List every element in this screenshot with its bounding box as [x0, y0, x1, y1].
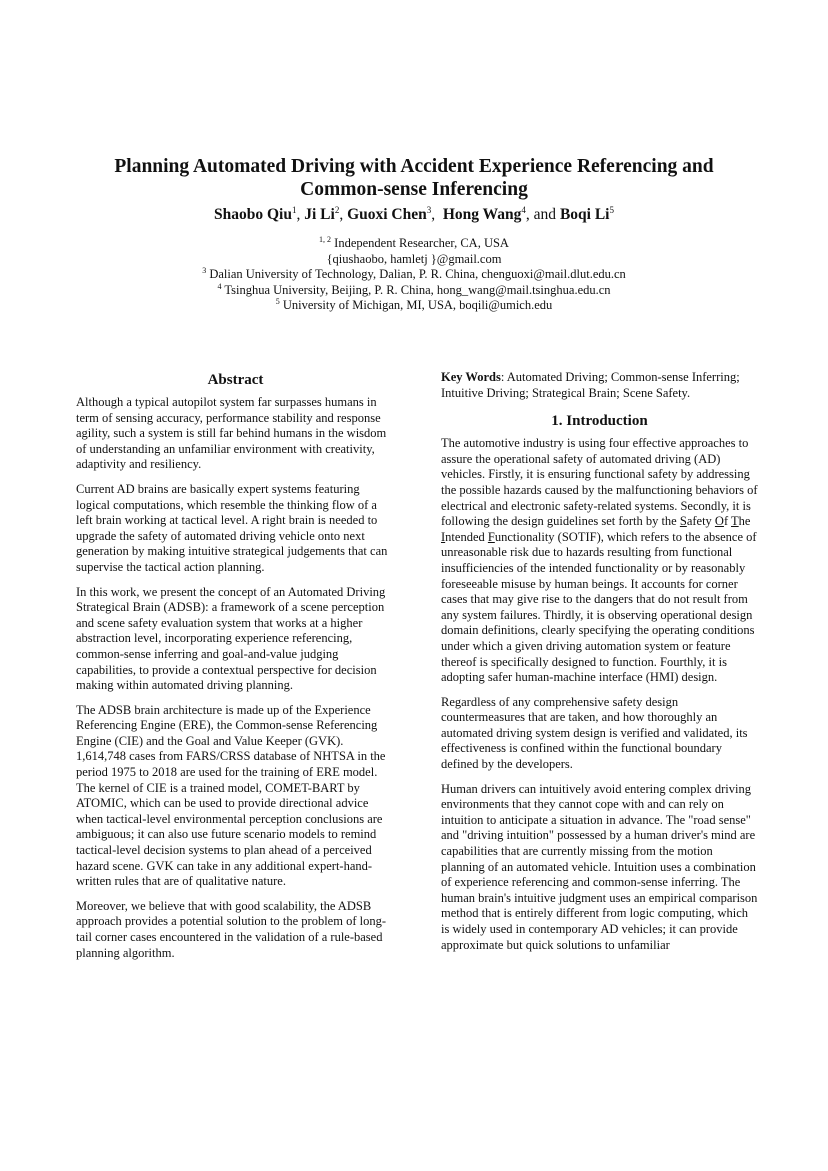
keywords-text: : Automated Driving; Common-sense Inferring; Intuitive Driving; Strategical Brain; Scene Safety. — [441, 370, 740, 400]
author — [304, 206, 339, 223]
author-separator: , — [431, 206, 443, 223]
intro-text: f — [723, 514, 732, 529]
author-separator: , and — [525, 206, 560, 223]
acronym-letter: S — [679, 514, 687, 529]
right-column — [441, 370, 758, 962]
author-affiliation-mark: 5 — [609, 204, 614, 215]
author — [347, 206, 431, 223]
affiliation-text: University of Michigan, MI, USA, boqili@umich.edu — [279, 298, 553, 313]
author-name: Hong Wang — [442, 206, 522, 223]
introduction-paragraph: Regardless of any comprehensive safety design countermeasures that are taken, and how thoroughly an automated driving system design is verified and validated, its effectiveness is confined within the functional boundary defined by the developers. — [441, 694, 748, 772]
intro-text: afety — [686, 514, 715, 529]
author — [214, 206, 296, 223]
affiliation-text: Tsinghua University, Beijing, P. R. China, hong_wang@mail.tsinghua.edu.cn — [221, 282, 611, 297]
introduction-heading: 1. Introduction — [551, 413, 648, 430]
affiliation-mark: 1, 2 — [319, 234, 332, 244]
author-name: Boqi Li — [559, 206, 610, 223]
author-list — [60, 205, 768, 225]
author-separator: , — [339, 206, 348, 223]
intro-text: unctionality — [494, 529, 555, 544]
left-column — [76, 370, 395, 970]
affiliation-line — [60, 236, 768, 252]
affiliation-mark: 5 — [275, 297, 280, 307]
introduction-paragraph — [441, 436, 758, 686]
abstract-paragraph: In this work, we present the concept of an Automated Driving Strategical Brain (ADSB): a framework of a scene perception and scene safety evaluation system that works at a higher abstraction level, incorporating experience referencing, common-sense inferring and goal-and-value judging capabilities, to provide a contextual perspective for decision making within automated driving planning. — [76, 584, 386, 693]
intro-text: (SOTIF), which refers to the absence of unreasonable risk due to hazards resulting from functional insufficiencies of the intended functionality or by reasonably foreseeable misuse by human beings. It accounts for corner cases that may give rise to the dangers that do not result from any system failures. Thirdly, it is observing operational design domain definitions, clearly specifying the operating conditions under which a given driving automation system or feature thereof is specifically designed to function. Fourthly, it is adopting safer human-machine interface (HMI) design. — [441, 529, 757, 685]
affiliation-text: {qiushaobo, hamletj }@gmail.com — [326, 251, 502, 266]
introduction-paragraph: Human drivers can intuitively avoid entering complex driving environments that they cannot cope with and can rely on intuition to anticipate a situation in advance. The "road sense" and "driving intuition" possessed by a human driver's mind are capabilities that are currently missing from the motion planning of an automated vehicle. Intuition uses a combination of experience referencing and common-sense inferring. The human brain's intuitive judgment uses an empirical comparison method that is entirely different from logic computing, which is widely used in contemporary AD vehicles; it can provide approximate but quick solutions to unfamiliar — [441, 781, 758, 952]
abstract-paragraph: Current AD brains are basically expert systems featuring logical computations, which resemble the thinking flow of a left brain working at tactical level. A right brain is needed to upgrade the safety of automated driving vehicle onto next generation by making intuitive strategical judgements that can supervise the tactical action planning. — [76, 481, 388, 574]
keywords-label: Key Words — [441, 370, 501, 384]
author-affiliation-mark: 1 — [291, 204, 297, 215]
author-separator: , — [296, 206, 305, 223]
abstract-paragraph: The ADSB brain architecture is made up of the Experience Referencing Engine (ERE), the Common-sense Referencing Engine (CIE) and the Goal and Value Keeper (GVK). 1,614,748 cases from FARS/CRSS database of NHTSA in the period 1975 to 2018 are used for the training of ERE model. The kernel of CIE is a trained model, COMET-BART by ATOMIC, which can be used to provide directional advice when tactical-level environmental perception conclusions are ambiguous; it can also use future scenario models to remind tactical-level decision systems to plan ahead of a perceived hazard scene. GVK can take in any additional expert-hand-written rules that are of qualitative nature. — [76, 702, 386, 889]
author-affiliation-mark: 3 — [426, 204, 432, 215]
paper-title-line-1: Planning Automated Driving with Accident Experience Referencing and — [114, 156, 714, 177]
affiliation-text: Independent Researcher, CA, USA — [331, 236, 509, 250]
intro-text: ntended — [445, 529, 488, 544]
abstract-paragraph: Moreover, we believe that with good scalability, the ADSB approach provides a potential solution to the problem of long-tail corner cases encountered in the validation of a rule-based planning algorithm. — [76, 898, 386, 960]
author — [560, 206, 614, 223]
abstract-heading: Abstract — [207, 372, 264, 388]
affiliation-line — [60, 267, 768, 283]
affiliation-text: Dalian University of Technology, Dalian, P. R. China, chenguoxi@mail.dlut.edu.cn — [206, 267, 626, 282]
affiliation-list — [60, 236, 768, 314]
author-name: Ji Li — [304, 206, 335, 223]
affiliation-mark: 4 — [217, 281, 222, 291]
abstract-paragraph: Although a typical autopilot system far surpasses humans in term of sensing accuracy, performance stability and response agility, such a system is still far behind humans in the wisdom of understanding an unfamiliar environment with creativity, adaptivity and resiliency. — [76, 395, 387, 472]
affiliation-line — [60, 298, 768, 314]
intro-text: The automotive industry is using four effective approaches to assure the operational safety of automated driving (AD) vehicles. Firstly, it is ensuring functional safety by addressing the possible hazards caused by the malfunctioning behaviors of electrical and electronic safety-related systems. Secondly, it is following the design guidelines set forth by the — [441, 436, 758, 529]
author — [443, 206, 526, 223]
author-name: Guoxi Chen — [347, 206, 427, 223]
acronym-letter: I — [441, 529, 446, 544]
intro-text: he — [738, 514, 751, 529]
keywords — [441, 370, 758, 401]
author-affiliation-mark: 2 — [334, 204, 340, 215]
acronym-letter: O — [714, 514, 724, 529]
author-affiliation-mark: 4 — [521, 204, 526, 215]
paper-title-line-2: Common-sense Inferencing — [300, 179, 528, 200]
paper-title — [60, 155, 768, 201]
author-name: Shaobo Qiu — [214, 206, 292, 223]
acronym-letter: T — [731, 514, 739, 529]
acronym-letter: F — [487, 529, 495, 544]
affiliation-line — [60, 252, 768, 268]
affiliation-mark: 3 — [202, 266, 207, 276]
affiliation-line — [60, 283, 768, 299]
